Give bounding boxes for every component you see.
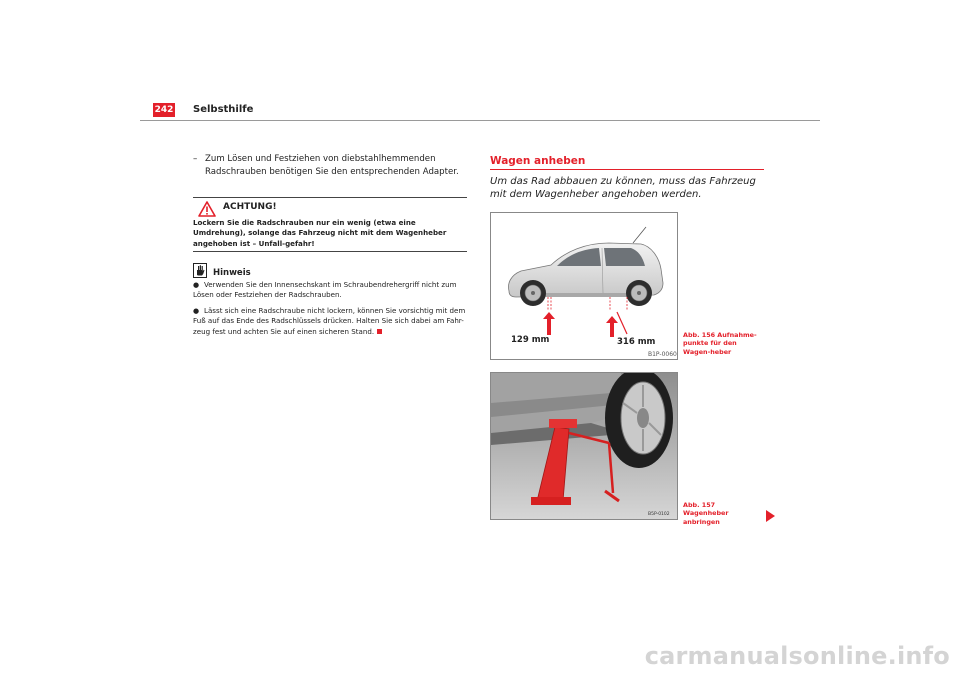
- dimension-label-rear: 316 mm: [617, 337, 656, 347]
- warning-triangle-icon: [198, 201, 216, 217]
- car-side-illustration: [491, 213, 677, 359]
- chapter-title: Selbsthilfe: [193, 104, 254, 115]
- hint-title: Hinweis: [213, 268, 251, 278]
- figure-code: B1P-0060: [648, 351, 677, 358]
- figure-caption-156: Abb. 156 Aufnahme-punkte für den Wagen-heber: [683, 331, 757, 356]
- hint-item-text: Verwenden Sie den Innensechskant im Schraubendrehergriff nicht zum Lösen oder Festziehen der Radschrauben.: [193, 280, 457, 300]
- dimension-label-front: 129 mm: [511, 335, 550, 345]
- figure-caption-157: Abb. 157 Wagenheber anbringen: [683, 501, 729, 526]
- instruction-step: [193, 153, 483, 178]
- figure-code: B5P-0102: [648, 512, 670, 517]
- next-page-arrow-icon: [766, 510, 775, 522]
- section-title: Wagen anheben: [490, 155, 586, 167]
- jack-point-arrow-front: [543, 312, 555, 335]
- jack-photo-illustration: [491, 373, 677, 519]
- end-of-section-mark: [377, 329, 382, 334]
- header-rule: [140, 120, 820, 121]
- hint-hand-icon: [193, 263, 207, 278]
- section-intro: Um das Rad abbauen zu können, muss das Fahrzeug mit dem Wagenheber angehoben werden.: [490, 176, 756, 200]
- hint-item-text: Lässt sich eine Radschraube nicht lockern, können Sie vorsichtig mit dem Fuß auf das Ende des Radschlüssels drücken. Halten Sie sich dabei am Fahr-zeug fest und achten Sie auf einen sicheren Stand.: [193, 306, 466, 336]
- dash-marker: –: [193, 154, 198, 164]
- warning-title: ACHTUNG!: [223, 202, 277, 212]
- watermark: carmanualsonline.info: [644, 642, 950, 670]
- page-number: 242: [154, 105, 174, 115]
- hint-item: [193, 306, 468, 337]
- figure-car-jack-points: [490, 212, 678, 360]
- jack-point-arrow-rear: [606, 316, 618, 337]
- warning-text: Lockern Sie die Radschrauben nur ein wenig (etwa eine Umdrehung), solange das Fahrzeug nicht mit dem Wagenheber angehoben ist – Unfall-gefahr!: [193, 218, 447, 248]
- instruction-text: Zum Lösen und Festziehen von diebstahlhemmenden Radschrauben benötigen Sie den entsprechenden Adapter.: [205, 154, 459, 177]
- hint-item: [193, 280, 468, 301]
- bullet-icon: ●: [193, 307, 200, 315]
- figure-jack-placement: [490, 372, 678, 520]
- bullet-icon: ●: [193, 281, 200, 289]
- section-rule: [490, 169, 764, 170]
